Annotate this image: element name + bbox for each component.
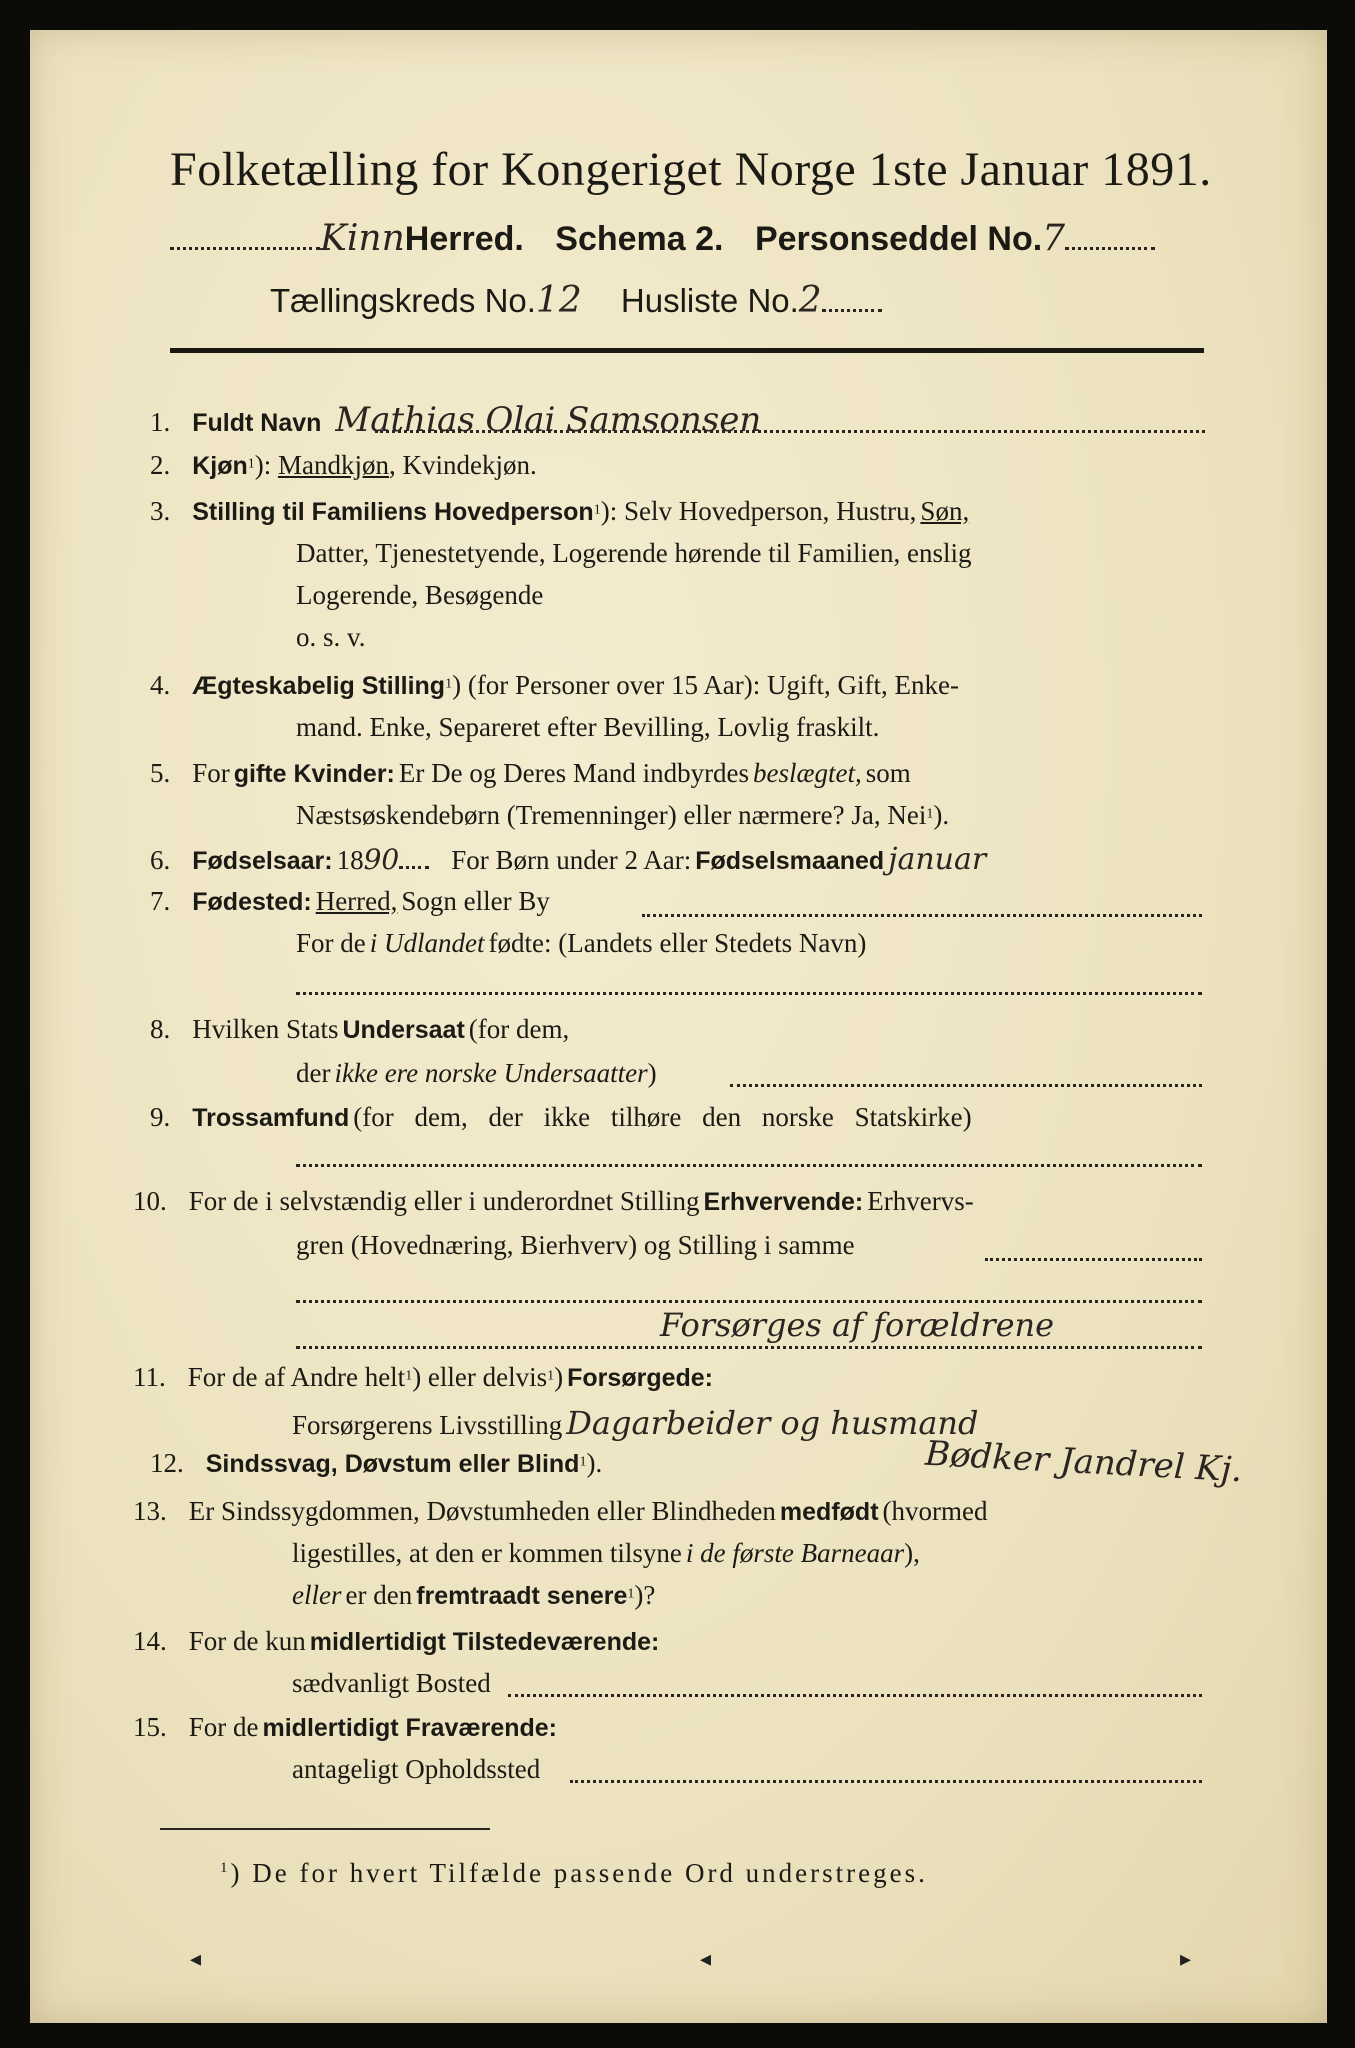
- item-13-line-3-b: er den: [345, 1580, 413, 1610]
- item-2-label: Kjøn: [192, 452, 248, 480]
- item-3-line-3: Logerende, Besøgende: [296, 580, 544, 610]
- item-11-number: 11.: [133, 1362, 166, 1392]
- item-2: 2. Kjøn$^1$): Mandkjøn, Kvindekjøn.: [150, 450, 537, 480]
- registration-mark-right: ▸: [1180, 1946, 1192, 1971]
- item-13-line-2-a: ligestilles, at den er kommen tilsyne: [292, 1538, 682, 1568]
- item-8-line-2-a: der: [296, 1058, 331, 1088]
- item-4-sup: 1: [445, 676, 453, 692]
- personseddel-label: Personseddel No.: [754, 220, 1043, 258]
- item-2-sup: 1: [247, 456, 255, 472]
- personseddel-value: 7: [1042, 218, 1066, 259]
- item-14-number: 14.: [133, 1626, 167, 1656]
- item-13-label-2: fremtraadt senere: [416, 1582, 628, 1610]
- item-4-line-2: mand. Enke, Separeret efter Bevilling, Lovlig fraskilt.: [296, 712, 880, 742]
- item-10: [133, 1186, 974, 1217]
- taellingskreds-line: [270, 280, 882, 321]
- husliste-label: Husliste No.: [620, 282, 799, 319]
- item-9-dots: [296, 1164, 1202, 1167]
- item-13-line-3-c: )?: [634, 1580, 656, 1610]
- item-3-line-4: o. s. v.: [296, 622, 366, 652]
- item-8-label: Undersaat: [342, 1016, 465, 1044]
- item-8-number: 8.: [150, 1014, 171, 1044]
- item-2-kvindekjon: , Kvindekjøn.: [389, 450, 537, 480]
- item-5-line-2-wrap: Næstsøskendebørn (Tremenninger) eller nærmere? Ja, Nei$^1$).: [296, 800, 950, 830]
- item-14-label: midlertidigt Tilstedeværende:: [309, 1628, 660, 1656]
- item-13-sup: 1: [627, 1586, 635, 1602]
- item-13-line-3: [292, 1580, 655, 1611]
- item-10-dots-3: [296, 1346, 1202, 1349]
- herred-label: Herred.: [404, 220, 524, 258]
- item-7-line-2-c: fødte: (Landets eller Stedets Navn): [488, 928, 867, 958]
- item-13-text-b: (hvormed: [882, 1496, 988, 1526]
- item-7-dots: [642, 914, 1202, 917]
- item-8-line-2-b: ikke ere norske Undersaatter: [334, 1058, 648, 1088]
- item-12: [150, 1448, 602, 1479]
- item-13-line-2-b: i de første Barneaar: [685, 1538, 905, 1568]
- item-8-dots: [730, 1084, 1202, 1087]
- item-6-label-2: Fødselsmaaned: [695, 847, 885, 875]
- item-3-line-2: Datter, Tjenestetyende, Logerende hørende til Familien, enslig: [296, 538, 972, 568]
- full-name-value: Mathias Olai Samsonsen: [335, 400, 762, 440]
- item-5-number: 5.: [150, 758, 171, 788]
- registration-mark-center: ◂: [700, 1946, 712, 1971]
- item-11-text-c: ): [554, 1362, 564, 1392]
- item-8-text-a: Hvilken Stats: [192, 1014, 339, 1044]
- item-4-number: 4.: [150, 670, 171, 700]
- birth-year-prefix: 18: [336, 845, 364, 875]
- item-10-label: Erhvervende:: [703, 1188, 864, 1216]
- item-7: [150, 886, 550, 917]
- item-5-label: gifte Kvinder:: [233, 760, 395, 788]
- item-11-text-b: ) eller delvis: [412, 1362, 548, 1392]
- item-7-line-2: [296, 928, 866, 959]
- item-12-number: 12.: [150, 1448, 184, 1478]
- item-15-dots: [570, 1780, 1202, 1783]
- provider-occupation-value: Dagarbeider og husmand: [566, 1404, 979, 1442]
- item-7-label: Fødested:: [192, 888, 312, 916]
- item-9: [150, 1102, 972, 1133]
- item-15-text-a: For de: [188, 1712, 259, 1742]
- item-7-answer-dots: [296, 992, 1202, 995]
- occupation-value: Forsørges af forældrene: [660, 1306, 1055, 1344]
- item-2-mandkjon: Mandkjøn: [278, 450, 390, 480]
- item-3-options-a: Selv Hovedperson, Hustru,: [623, 496, 917, 526]
- item-8-line-2-c: ): [647, 1058, 657, 1088]
- item-10-text-b: Erhvervs-: [867, 1186, 974, 1216]
- item-10-number: 10.: [133, 1186, 167, 1216]
- item-15-number: 15.: [133, 1712, 167, 1742]
- footnote-text: ) De for hvert Tilfælde passende Ord understreges.: [230, 1858, 928, 1888]
- taellingskreds-label: Tællingskreds No.: [270, 282, 536, 319]
- herred-line: [170, 218, 1155, 259]
- item-6-number: 6.: [150, 845, 171, 875]
- item-3-label: Stilling til Familiens Hovedperson: [192, 498, 594, 526]
- item-10-text-a: For de i selvstændig eller i underordnet Stilling: [188, 1186, 700, 1216]
- item-8-text-b: (for dem,: [468, 1014, 570, 1044]
- item-11-sup-b: 1: [547, 1368, 555, 1384]
- item-13-label: medfødt: [779, 1498, 879, 1526]
- birth-year-value: 90: [363, 843, 400, 876]
- item-14-text-a: For de kun: [188, 1626, 306, 1656]
- footnote: [220, 1858, 928, 1889]
- item-5-text-b: Er De og Deres Mand indbyrdes: [398, 758, 750, 788]
- item-15-label: midlertidigt Fraværende:: [262, 1714, 557, 1742]
- item-1: [150, 400, 761, 440]
- item-10-line-2: gren (Hovednæring, Bierhverv) og Stilling i samme: [296, 1230, 855, 1260]
- herred-value: Kinn: [320, 218, 405, 259]
- item-13-line-3-a: eller: [292, 1580, 342, 1610]
- item-9-label: Trossamfund: [192, 1104, 350, 1132]
- item-15: [133, 1712, 557, 1743]
- item-11-text-a: For de af Andre helt: [187, 1362, 406, 1392]
- item-5-text-c: beslægtet,: [753, 758, 862, 788]
- item-9-text: (for dem, der ikke tilhøre den norske Statskirke): [353, 1102, 972, 1132]
- item-6: [150, 842, 986, 877]
- item-13: [133, 1496, 988, 1527]
- item-13-line-2: [292, 1538, 920, 1569]
- item-7-number: 7.: [150, 886, 171, 916]
- item-9-number: 9.: [150, 1102, 171, 1132]
- item-5-sup: 1: [926, 806, 934, 822]
- item-3-sup: 1: [593, 502, 601, 518]
- item-4-text: (for Personer over 15 Aar): Ugift, Gift, Enke-: [467, 670, 959, 700]
- item-7-herred: Herred,: [315, 886, 398, 916]
- item-13-line-2-c: ),: [904, 1538, 920, 1568]
- item-8: [150, 1014, 569, 1045]
- item-12-text: ).: [586, 1448, 603, 1478]
- item-3: 3. Stilling til Familiens Hovedperson$^1$): Selv Hovedperson, Hustru, Søn,: [150, 496, 970, 526]
- item-12-sup: 1: [579, 1454, 587, 1470]
- herred-dots: [170, 246, 320, 250]
- item-10-dots-2: [296, 1300, 1202, 1303]
- item-13-text-a: Er Sindssygdommen, Døvstumheden eller Blindheden: [188, 1496, 776, 1526]
- item-11-line-2-text: Forsørgerens Livsstilling: [292, 1410, 563, 1440]
- item-11-label: Forsørgede:: [567, 1364, 713, 1392]
- item-6-label: Fødselsaar:: [192, 847, 333, 875]
- item-1-dots: [375, 430, 1205, 433]
- husliste-value: 2: [798, 280, 822, 321]
- item-7-line-2-a: For de: [296, 928, 366, 958]
- personseddel-dots: [1065, 246, 1155, 250]
- item-15-line-2: antageligt Opholdssted: [292, 1754, 541, 1784]
- item-6-text-a: For Børn under 2 Aar:: [451, 845, 692, 875]
- item-5-text-a: For: [192, 758, 230, 788]
- taellingskreds-value: 12: [535, 280, 582, 321]
- item-11: [133, 1362, 713, 1393]
- item-1-label: Fuldt Navn: [192, 409, 322, 437]
- item-5: [150, 758, 911, 789]
- item-14-dots: [508, 1694, 1202, 1697]
- item-5-text-d: som: [865, 758, 911, 788]
- census-form-sheet: [30, 30, 1327, 2023]
- item-12-label: Sindssvag, Døvstum eller Blind: [205, 1450, 580, 1478]
- margin-note: Bødker Jandrel Kj.: [924, 1433, 1244, 1491]
- item-7-sogn-by: Sogn eller By: [401, 886, 550, 916]
- item-14-line-2: sædvanligt Bosted: [292, 1668, 491, 1698]
- schema-label: Schema 2.: [555, 220, 724, 258]
- item-13-number: 13.: [133, 1496, 167, 1526]
- footnote-sup: 1: [220, 1860, 231, 1876]
- item-4-label: Ægteskabelig Stilling: [192, 672, 446, 700]
- item-3-son: Søn,: [920, 496, 970, 526]
- item-1-number: 1.: [150, 407, 171, 437]
- footnote-rule: [160, 1828, 490, 1830]
- item-2-number: 2.: [150, 450, 171, 480]
- item-7-line-2-b: i Udlandet: [369, 928, 485, 958]
- item-11-line-2: [292, 1404, 978, 1442]
- husliste-dots: [822, 308, 882, 312]
- item-4: 4. Ægteskabelig Stilling$^1$) (for Personer over 15 Aar): Ugift, Gift, Enke-: [150, 670, 959, 700]
- item-5-line-2: Næstsøskendebørn (Tremenninger) eller nærmere? Ja, Nei: [296, 800, 927, 830]
- item-11-sup-a: 1: [405, 1368, 413, 1384]
- registration-mark-left: ◂: [190, 1946, 202, 1971]
- item-3-number: 3.: [150, 496, 171, 526]
- header-rule: [170, 348, 1204, 353]
- birth-month-value: januar: [888, 842, 987, 877]
- item-14: [133, 1626, 659, 1657]
- item-8-line-2: [296, 1058, 657, 1089]
- item-10-dots-1: [985, 1258, 1202, 1261]
- form-title: Folketælling for Kongeriget Norge 1ste Januar 1891.: [170, 143, 1212, 196]
